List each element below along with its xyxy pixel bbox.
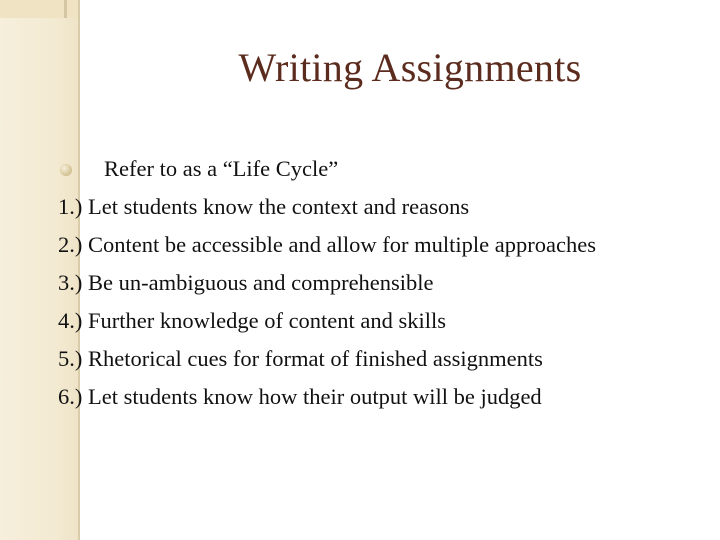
- list-item: 5.) Rhetorical cues for format of finished assignments: [58, 346, 543, 371]
- slide-title: Writing Assignments: [238, 45, 582, 90]
- list-item: 4.) Further knowledge of content and skills: [58, 308, 447, 333]
- list-item: 2.) Content be accessible and allow for multiple approaches: [58, 232, 596, 257]
- bullet-dot-icon: [60, 164, 72, 176]
- bullet-text: Refer to as a “Life Cycle”: [104, 156, 339, 181]
- decorative-tab-line: [64, 0, 67, 18]
- list-item: 3.) Be un-ambiguous and comprehensible: [58, 270, 434, 295]
- list-item: 1.) Let students know the context and reasons: [58, 194, 470, 219]
- slide-body: [58, 150, 718, 416]
- list-item: 6.) Let students know how their output will be judged: [58, 384, 542, 409]
- bullet-item: [58, 150, 718, 188]
